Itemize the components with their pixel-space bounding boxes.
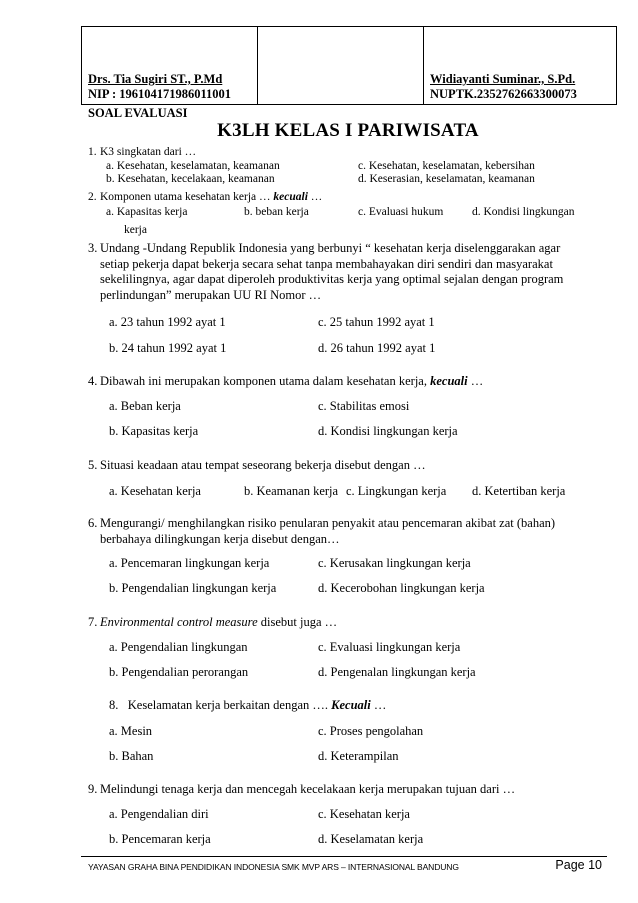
question-text: Environmental control measure disebut juga … bbox=[100, 615, 338, 629]
option-b: b. Pengendalian perorangan bbox=[109, 665, 249, 679]
option-c: c. Evaluasi hukum bbox=[358, 206, 444, 218]
question-text: Komponen utama kesehatan kerja … kecuali … bbox=[100, 191, 323, 203]
option-d: d. Ketertiban kerja bbox=[472, 484, 566, 498]
option-b: b. Pengendalian lingkungan kerja bbox=[109, 581, 277, 595]
question-number: 2. bbox=[88, 191, 97, 203]
question-text-line: Mengurangi/ menghilangkan risiko penularan penyakit atau pencemaran akibat zat (bahan) bbox=[100, 516, 556, 530]
header-right-cell bbox=[424, 27, 617, 105]
keyword-kecuali: Kecuali bbox=[331, 698, 371, 712]
option-d: d. Kondisi lingkungan kerja bbox=[318, 424, 458, 438]
teacher-name-left: Drs. Tia Sugiri ST., P.Md bbox=[88, 72, 223, 86]
footer-divider bbox=[81, 856, 607, 857]
option-c: c. Stabilitas emosi bbox=[318, 399, 410, 413]
option-b: b. Kapasitas kerja bbox=[109, 424, 199, 438]
option-c: c. 25 tahun 1992 ayat 1 bbox=[318, 315, 435, 329]
question-text: Melindungi tenaga kerja dan mencegah kecelakaan kerja merupakan tujuan dari … bbox=[100, 782, 516, 796]
question-1 bbox=[88, 146, 608, 159]
question-number: 5. bbox=[88, 458, 98, 472]
option-a: a. Pengendalian lingkungan bbox=[109, 640, 248, 654]
option-d-continued: kerja bbox=[124, 224, 147, 236]
header-table bbox=[81, 26, 617, 105]
option-c: c. Kesehatan kerja bbox=[318, 807, 410, 821]
option-b: b. Pencemaran kerja bbox=[109, 832, 211, 846]
option-a: a. Pencemaran lingkungan kerja bbox=[109, 556, 270, 570]
question-3 bbox=[88, 241, 608, 303]
option-d: d. Kondisi lingkungan bbox=[472, 206, 575, 218]
option-a: a. Pengendalian diri bbox=[109, 807, 209, 821]
option-a: a. 23 tahun 1992 ayat 1 bbox=[109, 315, 226, 329]
keyword-kecuali: kecuali bbox=[430, 374, 468, 388]
option-d: d. Kecerobohan lingkungan kerja bbox=[318, 581, 485, 595]
question-7 bbox=[88, 615, 608, 631]
question-5 bbox=[88, 458, 608, 474]
option-c: c. Lingkungan kerja bbox=[346, 484, 447, 498]
option-d: d. 26 tahun 1992 ayat 1 bbox=[318, 341, 436, 355]
keyword-kecuali: kecuali bbox=[273, 191, 308, 203]
question-number: 3. bbox=[88, 241, 98, 255]
option-b: b. Bahan bbox=[109, 749, 154, 763]
question-text: Keselamatan kerja berkaitan dengan …. Kecuali … bbox=[127, 698, 387, 712]
option-a: a. Mesin bbox=[109, 724, 153, 738]
question-text-line: perlindungan” merupakan UU RI Nomor … bbox=[100, 287, 322, 302]
header-middle-cell bbox=[258, 27, 424, 105]
question-text-line: berbahaya dilingkungan kerja disebut dengan… bbox=[100, 531, 340, 546]
option-c: c. Kerusakan lingkungan kerja bbox=[318, 556, 471, 570]
question-text-line: setiap pekerja dapat bekerja secara sehat tanpa membahayakan diri sendiri dan masyarakat bbox=[100, 256, 553, 271]
option-d: d. Keselamatan kerja bbox=[318, 832, 424, 846]
question-number: 6. bbox=[88, 516, 98, 530]
teacher-id-right: NUPTK.2352762663300073 bbox=[430, 87, 577, 101]
option-b: b. 24 tahun 1992 ayat 1 bbox=[109, 341, 227, 355]
option-d: d. Pengenalan lingkungan kerja bbox=[318, 665, 476, 679]
option-b: b. Keamanan kerja bbox=[244, 484, 339, 498]
question-9 bbox=[88, 782, 608, 798]
question-text: K3 singkatan dari … bbox=[100, 146, 197, 158]
option-d: d. Keserasian, keselamatan, keamanan bbox=[358, 173, 535, 185]
option-d: d. Keterampilan bbox=[318, 749, 399, 763]
header-left-cell bbox=[82, 27, 258, 105]
question-text: Situasi keadaan atau tempat seseorang bekerja disebut dengan … bbox=[100, 458, 426, 472]
question-number: 8. bbox=[109, 698, 119, 712]
question-text-line: sekelilingnya, agar dapat diperoleh produktivitas kerja yang optimal sejalan dengan program bbox=[100, 272, 564, 286]
question-number: 1. bbox=[88, 146, 97, 158]
question-8 bbox=[109, 698, 386, 713]
question-4 bbox=[88, 374, 608, 390]
section-label: SOAL EVALUASI bbox=[88, 106, 188, 120]
option-a: a. Kapasitas kerja bbox=[106, 206, 188, 218]
option-b: b. beban kerja bbox=[244, 206, 309, 218]
option-c: c. Kesehatan, keselamatan, kebersihan bbox=[358, 160, 535, 172]
question-number: 4. bbox=[88, 374, 98, 388]
italic-term: Environmental control measure bbox=[100, 615, 258, 629]
option-a: a. Kesehatan, keselamatan, keamanan bbox=[106, 160, 280, 172]
option-a: a. Beban kerja bbox=[109, 399, 181, 413]
teacher-id-left: NIP : 196104171986011001 bbox=[88, 87, 232, 101]
page-title: K3LH KELAS I PARIWISATA bbox=[217, 120, 479, 141]
option-a: a. Kesehatan kerja bbox=[109, 484, 201, 498]
option-b: b. Kesehatan, kecelakaan, keamanan bbox=[106, 173, 275, 185]
question-text: Dibawah ini merupakan komponen utama dalam kesehatan kerja, kecuali … bbox=[100, 374, 484, 388]
teacher-name-right: Widiayanti Suminar., S.Pd. bbox=[430, 72, 576, 86]
question-number: 9. bbox=[88, 782, 98, 796]
question-6 bbox=[88, 516, 608, 547]
question-number: 7. bbox=[88, 615, 98, 629]
option-c: c. Evaluasi lingkungan kerja bbox=[318, 640, 461, 654]
question-2 bbox=[88, 191, 608, 204]
footer-school-name: YAYASAN GRAHA BINA PENDIDIKAN INDONESIA SMK MVP ARS – INTERNASIONAL BANDUNG bbox=[88, 862, 459, 872]
question-text-line: Undang -Undang Republik Indonesia yang berbunyi “ kesehatan kerja diselenggarakan agar bbox=[100, 241, 561, 255]
option-c: c. Proses pengolahan bbox=[318, 724, 424, 738]
page-number: Page 10 bbox=[555, 858, 602, 872]
